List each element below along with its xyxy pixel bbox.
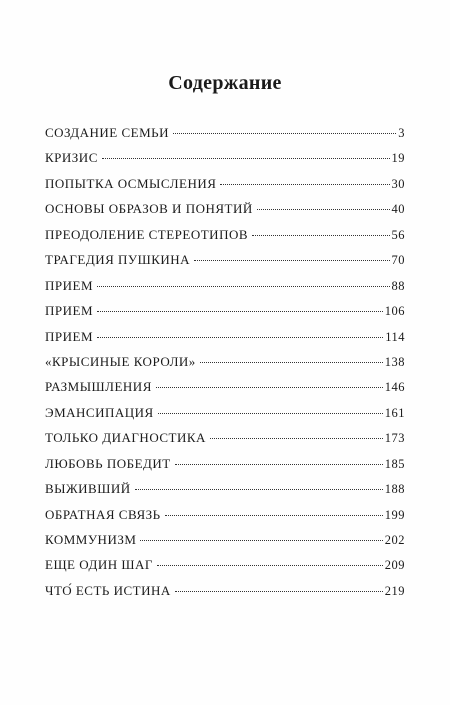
dot-leader — [97, 311, 383, 312]
toc-entry-page: 173 — [384, 431, 405, 446]
toc-entry-page: 56 — [391, 227, 405, 242]
toc-entry-title: ПРЕОДОЛЕНИЕ СТЕРЕОТИПОВ — [45, 226, 249, 242]
toc-entry — [45, 278, 405, 303]
toc-entry-title: ЛЮБОВЬ ПОБЕДИТ — [45, 455, 171, 471]
toc-entry — [45, 379, 405, 404]
toc-entry — [45, 430, 405, 455]
toc-entry-title: ТРАГЕДИЯ ПУШКИНА — [45, 252, 191, 268]
dot-leader — [102, 158, 390, 159]
toc-entry-title: ПРИЕМ — [45, 303, 94, 319]
dot-leader — [175, 464, 383, 465]
dot-leader — [156, 387, 383, 388]
toc-entry — [45, 583, 405, 608]
toc-entry-page: 106 — [384, 304, 405, 319]
toc-entry — [45, 354, 405, 379]
dot-leader — [173, 133, 396, 134]
toc-entry-title: ТОЛЬКО ДИАГНОСТИКА — [45, 430, 206, 446]
toc-entry-page: 3 — [398, 126, 405, 140]
dot-leader — [97, 337, 383, 338]
toc-entry — [45, 252, 405, 277]
toc-entry-page: 188 — [384, 482, 405, 497]
dot-leader — [194, 260, 389, 261]
toc-entry — [45, 150, 405, 175]
toc-entry-page: 219 — [384, 583, 405, 598]
toc-entry — [45, 481, 405, 506]
table-of-contents — [45, 125, 405, 608]
toc-entry-page: 30 — [391, 176, 405, 191]
dot-leader — [200, 362, 383, 363]
toc-entry-page: 114 — [385, 329, 405, 344]
dot-leader — [220, 184, 389, 185]
toc-entry — [45, 227, 405, 252]
dot-leader — [135, 489, 383, 490]
toc-entry-title: ОБРАТНАЯ СВЯЗЬ — [45, 506, 161, 522]
toc-entry-page: 40 — [391, 202, 405, 217]
dot-leader — [158, 413, 383, 414]
dot-leader — [140, 540, 382, 541]
toc-entry-title: ПОПЫТКА ОСМЫСЛЕНИЯ — [45, 175, 217, 191]
toc-entry — [45, 405, 405, 430]
toc-entry-title: ПРИЕМ — [45, 328, 94, 344]
dot-leader — [165, 515, 383, 516]
toc-entry — [45, 532, 405, 557]
toc-entry-title: РАЗМЫШЛЕНИЯ — [45, 379, 152, 395]
dot-leader — [210, 438, 383, 439]
toc-entry-title: ЕЩЕ ОДИН ШАГ — [45, 557, 153, 573]
toc-entry-page: 199 — [384, 507, 405, 522]
toc-entry — [45, 125, 405, 150]
toc-entry-title: СОЗДАНИЕ СЕМЬИ — [45, 125, 170, 140]
toc-entry-page: 185 — [384, 456, 405, 471]
toc-entry-title: ВЫЖИВШИЙ — [45, 481, 131, 497]
toc-entry — [45, 303, 405, 328]
toc-entry-page: 209 — [384, 558, 405, 573]
page-title: Содержание — [168, 72, 282, 94]
toc-entry-page: 19 — [391, 151, 405, 166]
toc-entry-page: 202 — [384, 533, 405, 547]
dot-leader — [257, 209, 390, 210]
toc-entry-page: 161 — [384, 405, 405, 420]
toc-entry — [45, 176, 405, 201]
dot-leader — [175, 591, 383, 592]
toc-entry-page: 70 — [391, 253, 405, 268]
dot-leader — [157, 565, 383, 566]
toc-entry-title: КРИЗИС — [45, 150, 98, 166]
toc-entry-title: «КРЫСИНЫЕ КОРОЛИ» — [45, 353, 196, 369]
toc-entry-title: ЧТО́ ЕСТЬ ИСТИНА — [45, 582, 171, 598]
toc-entry — [45, 329, 405, 354]
toc-entry-title: ПРИЕМ — [45, 277, 94, 293]
dot-leader — [97, 286, 389, 287]
toc-entry — [45, 456, 405, 481]
toc-entry-page: 138 — [384, 354, 405, 369]
toc-entry — [45, 557, 405, 582]
dot-leader — [252, 235, 389, 236]
toc-entry-title: ЭМАНСИПАЦИЯ — [45, 404, 154, 420]
toc-entry — [45, 507, 405, 532]
toc-entry-page: 146 — [384, 380, 405, 395]
toc-entry-page: 88 — [391, 278, 405, 293]
toc-entry-title: ОСНОВЫ ОБРАЗОВ И ПОНЯТИЙ — [45, 201, 253, 217]
toc-entry-title: КОММУНИЗМ — [45, 532, 137, 547]
toc-entry — [45, 201, 405, 226]
